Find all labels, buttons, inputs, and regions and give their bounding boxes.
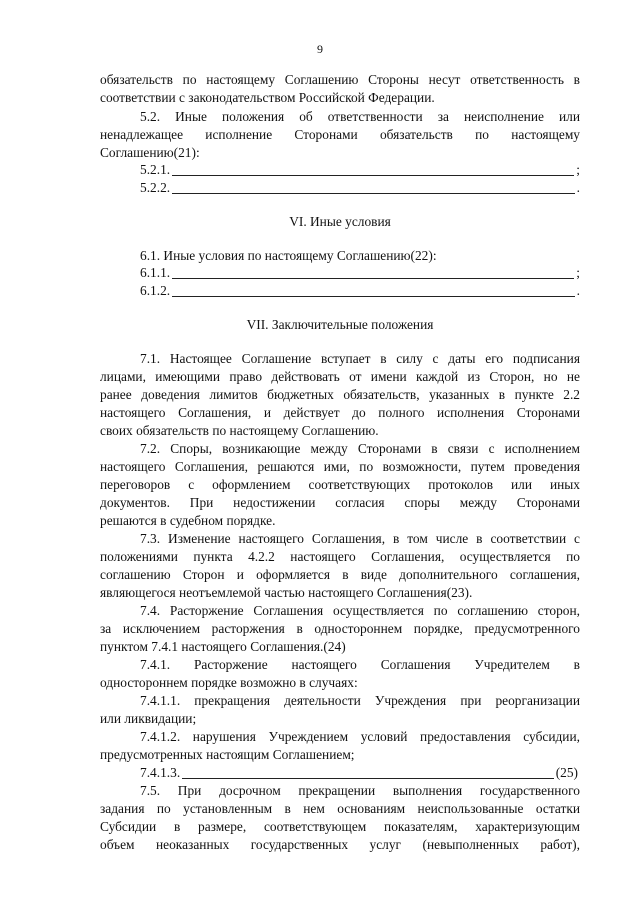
text-line: или ликвидации; bbox=[100, 711, 197, 726]
blank-rule bbox=[182, 765, 554, 779]
clause-7-3: 7.3. Изменение настоящего Соглашения, в том числе в соответствии с bbox=[140, 531, 580, 546]
text-line: лицами, имеющими право действовать от имени каждой из Сторон, но не bbox=[100, 369, 580, 384]
text-line: являющегося неотъемлемой частью настоящего Соглашения(23). bbox=[100, 585, 473, 600]
clause-end: ; bbox=[576, 162, 580, 177]
text-line: ранее доведения лимитов бюджетных обязательств, указанных в пункте 2.2 bbox=[100, 387, 580, 402]
text-line: Субсидии в размере, соответствующем показателям, характеризующим bbox=[100, 819, 580, 834]
clause-label: 6.1.1. bbox=[140, 265, 171, 280]
text-line: настоящего Соглашения, и действует до полного исполнения Сторонами bbox=[100, 405, 580, 420]
clause-label: 7.4.1.3. bbox=[140, 765, 181, 780]
clause-7-4-1-2: 7.4.1.2. нарушения Учреждением условий предоставления субсидии, bbox=[140, 729, 580, 744]
text-line: задания по установленным в нем основаниям неиспользованные остатки bbox=[100, 801, 580, 816]
clause-end: . bbox=[576, 283, 580, 298]
section-heading-vi: VI. Иные условия bbox=[289, 214, 391, 229]
clause-7-1: 7.1. Настоящее Соглашение вступает в силу с даты его подписания bbox=[140, 351, 580, 366]
clause-7-4-1-1: 7.4.1.1. прекращения деятельности Учреждения при реорганизации bbox=[140, 693, 580, 708]
page-number: 9 bbox=[317, 42, 323, 56]
text-line: документов. При недостижении согласия споры между Сторонами bbox=[100, 495, 580, 510]
text-line: за исключением расторжения в одностороннем порядке, предусмотренного bbox=[100, 621, 580, 636]
text-line: положениями пункта 4.2.2 настоящего Соглашения, осуществляется по bbox=[100, 549, 580, 564]
blank-rule bbox=[172, 283, 575, 297]
text-line: соглашению Сторон и оформляется в виде дополнительного соглашения, bbox=[100, 567, 580, 582]
clause-5-2: 5.2. Иные положения об ответственности за неисполнение или bbox=[140, 109, 580, 124]
clause-6-1: 6.1. Иные условия по настоящему Соглашению(22): bbox=[140, 248, 437, 263]
clause-7-4-1: 7.4.1. Расторжение настоящего Соглашения Учредителем в bbox=[140, 657, 580, 672]
clause-7-5: 7.5. При досрочном прекращении выполнения государственного bbox=[140, 783, 580, 798]
text-line: соответствии с законодательством Российской Федерации. bbox=[100, 90, 435, 105]
text-line: Соглашению(21): bbox=[100, 145, 200, 160]
text-line: предусмотренных настоящим Соглашением; bbox=[100, 747, 355, 762]
blank-rule bbox=[172, 180, 575, 194]
blank-rule bbox=[172, 162, 574, 176]
clause-label: 6.1.2. bbox=[140, 283, 171, 298]
blank-line-5-2-1 bbox=[140, 161, 580, 179]
text-line: ненадлежащее исполнение Сторонами обязательств по настоящему bbox=[100, 127, 580, 142]
text-line: переговоров с оформлением соответствующих протоколов или иных bbox=[100, 477, 580, 492]
text-line: обязательств по настоящему Соглашению Стороны несут ответственность в bbox=[100, 72, 580, 87]
clause-end: . bbox=[576, 180, 580, 195]
blank-line-6-1-2 bbox=[140, 282, 580, 300]
text-line: пунктом 7.4.1 настоящего Соглашения.(24) bbox=[100, 639, 346, 654]
blank-line-6-1-1 bbox=[140, 264, 580, 282]
text-line: одностороннем порядке возможно в случаях: bbox=[100, 675, 358, 690]
blank-rule bbox=[172, 265, 574, 279]
text-line: настоящего Соглашения, решаются ими, по возможности, путем проведения bbox=[100, 459, 580, 474]
blank-line-7-4-1-3 bbox=[140, 764, 578, 782]
clause-7-2: 7.2. Споры, возникающие между Сторонами в связи с исполнением bbox=[140, 441, 580, 456]
clause-label: 5.2.1. bbox=[140, 162, 171, 177]
clause-7-4: 7.4. Расторжение Соглашения осуществляется по соглашению сторон, bbox=[140, 603, 580, 618]
text-line: решаются в судебном порядке. bbox=[100, 513, 276, 528]
blank-line-5-2-2 bbox=[140, 179, 580, 197]
text-line: своих обязательств по настоящему Соглашению. bbox=[100, 423, 379, 438]
clause-label: 5.2.2. bbox=[140, 180, 171, 195]
text-line: объем неоказанных государственных услуг (невыполненных работ), bbox=[100, 837, 580, 852]
clause-end: (25) bbox=[555, 765, 578, 780]
section-heading-vii: VII. Заключительные положения bbox=[246, 317, 434, 332]
clause-end: ; bbox=[576, 265, 580, 280]
